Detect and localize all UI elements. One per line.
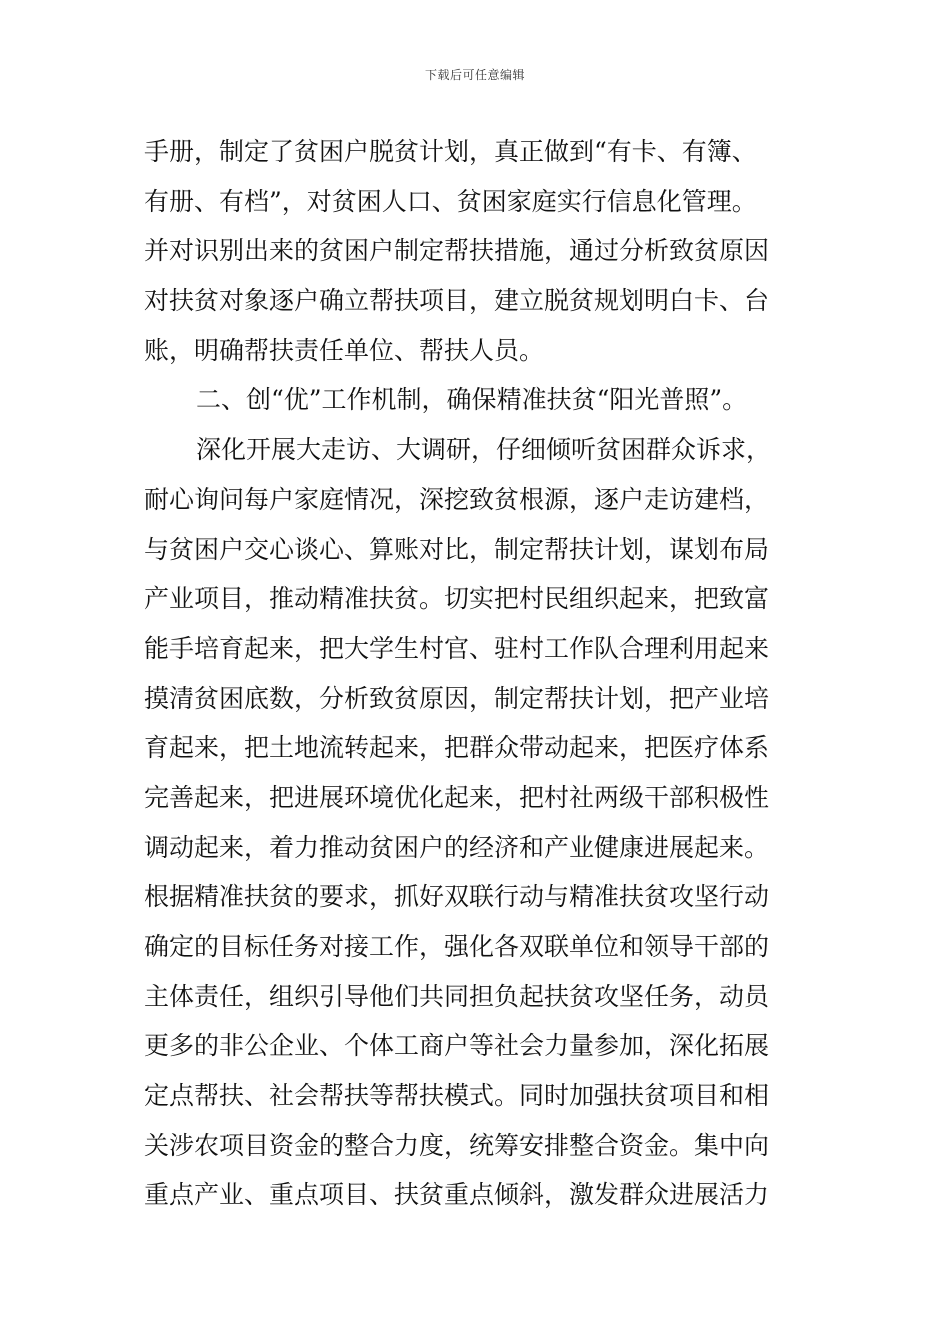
text-line: 并对识别出来的贫困户制定帮扶措施，通过分析致贫原因 — [144, 236, 770, 266]
paragraph-start: 深化开展大走访、大调研，仔细倾听贫困群众诉求， — [196, 435, 772, 465]
text-line: 重点产业、重点项目、扶贫重点倾斜，激发群众进展活力 — [144, 1180, 770, 1210]
text-line: 定点帮扶、社会帮扶等帮扶模式。同时加强扶贫项目和相 — [144, 1081, 770, 1111]
text-line: 产业项目，推动精准扶贫。切实把村民组织起来，把致富 — [144, 584, 770, 614]
text-line: 有册、有档”，对贫困人口、贫困家庭实行信息化管理。 — [144, 186, 757, 216]
text-line: 育起来，把土地流转起来，把群众带动起来，把医疗体系 — [144, 733, 770, 763]
text-line: 对扶贫对象逐户确立帮扶项目，建立脱贫规划明白卡、台 — [144, 286, 770, 316]
text-line: 完善起来，把进展环境优化起来，把村社两级干部积极性 — [144, 782, 770, 812]
section-heading: 二、创“优”工作机制，确保精准扶贫“阳光普照”。 — [196, 385, 748, 415]
document-body — [144, 127, 810, 1220]
text-line: 能手培育起来，把大学生村官、驻村工作队合理利用起来 — [144, 633, 770, 663]
text-line: 耐心询问每户家庭情况，深挖致贫根源，逐户走访建档， — [144, 484, 770, 514]
text-line: 更多的非公企业、个体工商户等社会力量参加，深化拓展 — [144, 1031, 770, 1061]
text-line: 摸清贫困底数，分析致贫原因，制定帮扶计划，把产业培 — [144, 683, 770, 713]
text-line: 调动起来，着力推动贫困户的经济和产业健康进展起来。 — [144, 832, 770, 862]
text-line: 手册，制定了贫困户脱贫计划，真正做到“有卡、有簿、 — [144, 137, 757, 166]
text-line: 账，明确帮扶责任单位、帮扶人员。 — [144, 335, 545, 365]
text-line: 确定的目标任务对接工作，强化各双联单位和领导干部的 — [144, 932, 770, 961]
page-header-note: 下载后可任意编辑 — [424, 68, 525, 82]
text-line: 与贫困户交心谈心、算账对比，制定帮扶计划，谋划布局 — [144, 534, 770, 564]
text-line: 关涉农项目资金的整合力度，统筹安排整合资金。集中向 — [144, 1130, 770, 1160]
text-line: 根据精准扶贫的要求，抓好双联行动与精准扶贫攻坚行动 — [144, 882, 770, 912]
text-line: 主体责任，组织引导他们共同担负起扶贫攻坚任务，动员 — [144, 981, 770, 1011]
